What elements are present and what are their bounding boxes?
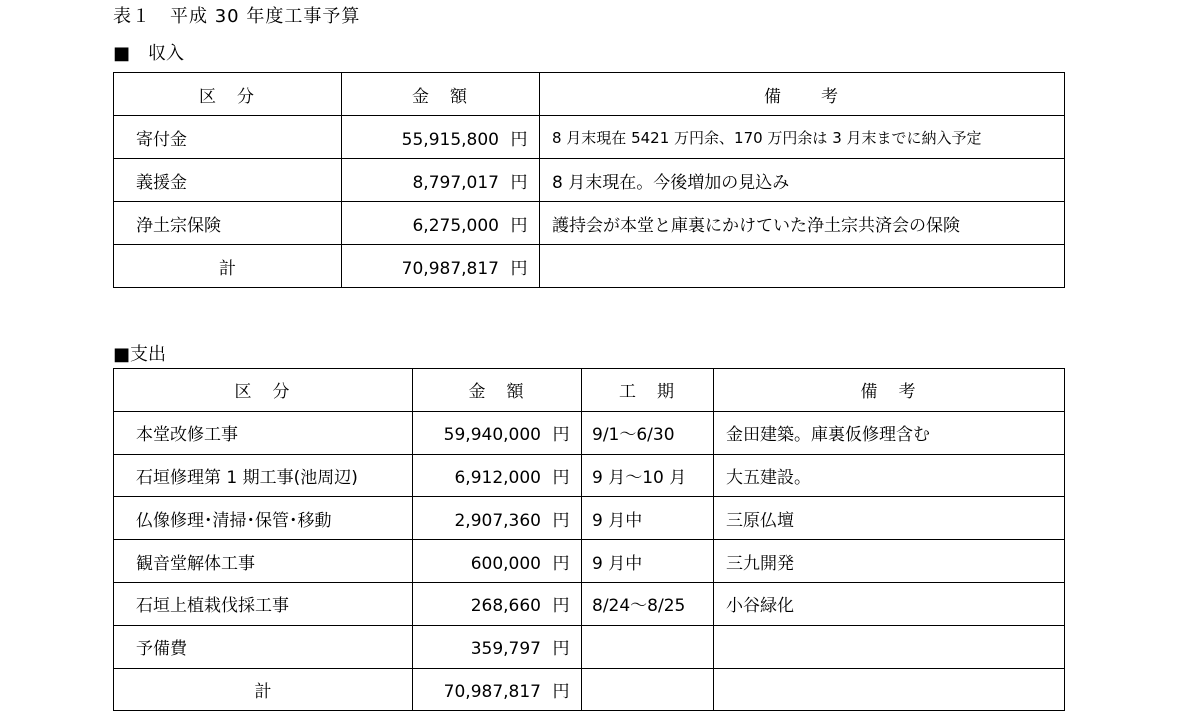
- income-total-amount: 70,987,817: [401, 258, 499, 279]
- expense-total-amount-cell: [413, 668, 582, 711]
- table-row: [114, 540, 1065, 583]
- expense-amount: 59,940,000: [443, 425, 541, 446]
- expense-amount-cell: [413, 454, 582, 497]
- expense-period: [582, 625, 714, 668]
- income-note: 8 月末現在 5421 万円余、170 万円余は 3 月末までに納入予定: [540, 116, 1065, 159]
- expense-category: 観音堂解体工事: [114, 540, 413, 583]
- expense-note: [714, 625, 1065, 668]
- income-header-note: 備 考: [540, 73, 1065, 116]
- expense-heading: ■支出: [113, 344, 167, 365]
- yen-unit: 円: [552, 467, 570, 488]
- expense-amount: 359,797: [470, 639, 541, 660]
- yen-unit: 円: [510, 258, 528, 279]
- expense-total-note: [714, 668, 1065, 711]
- income-amount-cell: [342, 202, 540, 245]
- income-total-note: [540, 245, 1065, 288]
- income-note: 護持会が本堂と庫裏にかけていた浄土宗共済会の保険: [540, 202, 1065, 245]
- expense-amount-cell: [413, 540, 582, 583]
- table-row: [114, 454, 1065, 497]
- income-category: 寄付金: [114, 116, 342, 159]
- table-row: [114, 411, 1065, 454]
- income-header-amount: 金 額: [342, 73, 540, 116]
- expense-category: 仏像修理･清掃･保管･移動: [114, 497, 413, 540]
- expense-amount: 6,912,000: [454, 467, 541, 488]
- expense-amount: 2,907,360: [454, 510, 541, 531]
- income-amount: 55,915,800: [401, 129, 499, 150]
- expense-header-period: 工 期: [582, 369, 714, 412]
- yen-unit: 円: [510, 172, 528, 193]
- table-row: [114, 202, 1065, 245]
- expense-amount-cell: [413, 625, 582, 668]
- table-row: [114, 116, 1065, 159]
- income-header-row: [114, 73, 1065, 116]
- expense-total-row: [114, 668, 1065, 711]
- expense-category: 本堂改修工事: [114, 411, 413, 454]
- page-title: 表１ 平成 30 年度工事予算: [113, 6, 361, 27]
- expense-total-period: [582, 668, 714, 711]
- expense-table: [113, 368, 1065, 711]
- income-total-amount-cell: [342, 245, 540, 288]
- table-row: [114, 582, 1065, 625]
- income-category: 浄土宗保険: [114, 202, 342, 245]
- yen-unit: 円: [552, 596, 570, 617]
- expense-header-category: 区 分: [114, 369, 413, 412]
- table-row: [114, 497, 1065, 540]
- expense-category: 石垣修理第 1 期工事(池周辺): [114, 454, 413, 497]
- expense-amount-cell: [413, 582, 582, 625]
- yen-unit: 円: [552, 425, 570, 446]
- expense-amount: 600,000: [470, 553, 541, 574]
- table-row: [114, 625, 1065, 668]
- income-category: 義援金: [114, 159, 342, 202]
- income-amount-cell: [342, 116, 540, 159]
- expense-amount-cell: [413, 497, 582, 540]
- expense-period: 9 月中: [582, 497, 714, 540]
- yen-unit: 円: [552, 681, 570, 702]
- expense-period: 9 月中: [582, 540, 714, 583]
- expense-header-note: 備 考: [714, 369, 1065, 412]
- income-amount: 6,275,000: [412, 215, 499, 236]
- expense-amount-cell: [413, 411, 582, 454]
- expense-period: 9 月～10 月: [582, 454, 714, 497]
- expense-note: 大五建設。: [714, 454, 1065, 497]
- expense-total-label: 計: [114, 668, 413, 711]
- yen-unit: 円: [510, 215, 528, 236]
- yen-unit: 円: [552, 639, 570, 660]
- expense-note: 三九開発: [714, 540, 1065, 583]
- income-amount-cell: [342, 159, 540, 202]
- table-row: [114, 159, 1065, 202]
- expense-category: 石垣上植栽伐採工事: [114, 582, 413, 625]
- expense-header-amount: 金 額: [413, 369, 582, 412]
- yen-unit: 円: [510, 129, 528, 150]
- income-total-label: 計: [114, 245, 342, 288]
- expense-period: 9/1～6/30: [582, 411, 714, 454]
- yen-unit: 円: [552, 553, 570, 574]
- income-amount: 8,797,017: [412, 172, 499, 193]
- income-header-category: 区 分: [114, 73, 342, 116]
- expense-note: 三原仏壇: [714, 497, 1065, 540]
- expense-note: 小谷緑化: [714, 582, 1065, 625]
- income-table: [113, 72, 1065, 288]
- yen-unit: 円: [552, 510, 570, 531]
- income-heading: ■ 収入: [113, 43, 185, 64]
- expense-period: 8/24～8/25: [582, 582, 714, 625]
- expense-total-amount: 70,987,817: [443, 681, 541, 702]
- expense-header-row: [114, 369, 1065, 412]
- expense-amount: 268,660: [470, 596, 541, 617]
- income-note: 8 月末現在。今後増加の見込み: [540, 159, 1065, 202]
- expense-note: 金田建築。庫裏仮修理含む: [714, 411, 1065, 454]
- expense-category: 予備費: [114, 625, 413, 668]
- income-total-row: [114, 245, 1065, 288]
